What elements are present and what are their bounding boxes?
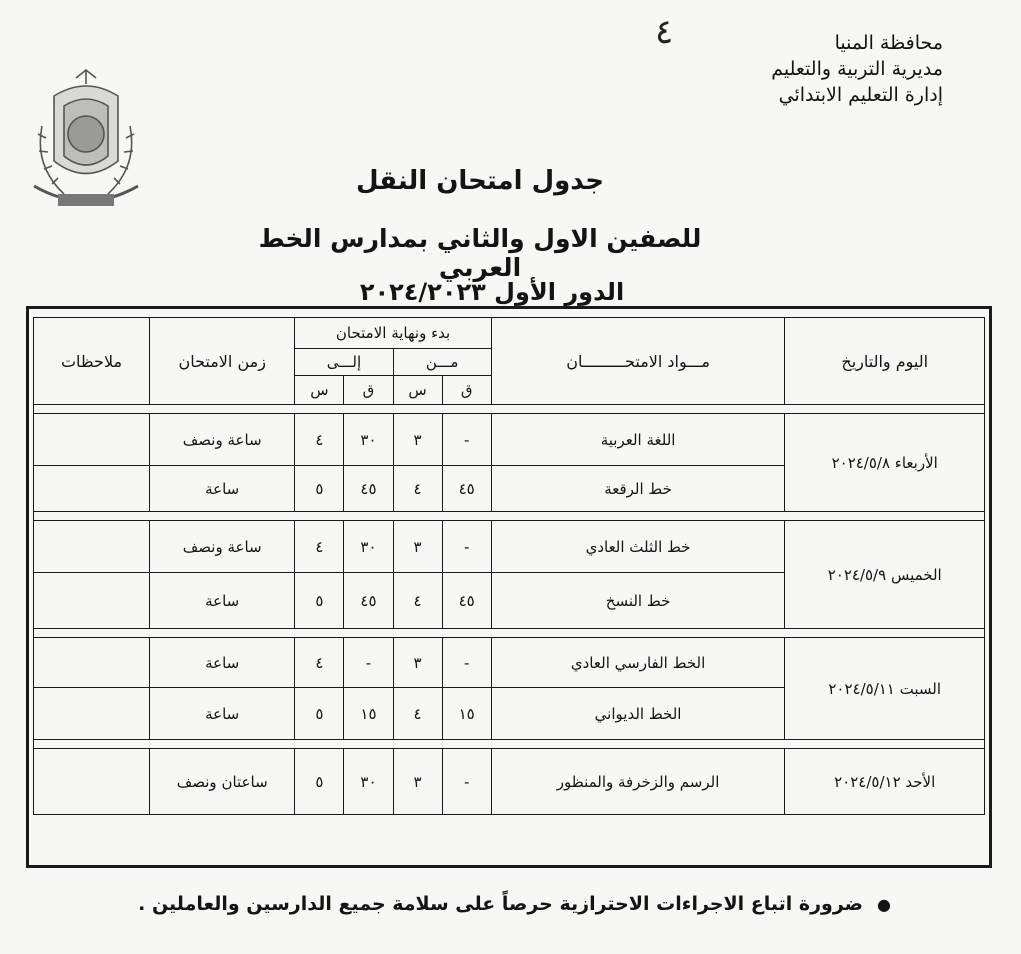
subject-cell: الخط الفارسي العادي xyxy=(491,638,785,688)
from-hour-cell: ٤ xyxy=(393,688,442,740)
notes-cell xyxy=(34,414,150,466)
from-hour-cell: ٣ xyxy=(393,638,442,688)
subject-cell: خط الثلث العادي xyxy=(491,521,785,573)
from-minute-cell: - xyxy=(442,749,491,815)
separator-cell xyxy=(34,405,985,414)
to-hour-cell: ٥ xyxy=(295,688,344,740)
academic-year: ٢٠٢٤/٢٠٢٣ xyxy=(359,278,486,306)
day-date-cell: الخميس ٢٠٢٤/٥/٩ xyxy=(785,521,985,629)
to-minute-cell: ١٥ xyxy=(344,688,393,740)
exam-schedule-body xyxy=(34,405,985,815)
from-hour-cell: ٣ xyxy=(393,521,442,573)
table-row xyxy=(34,414,985,466)
duration-cell: ساعة xyxy=(150,573,295,629)
footnote-text: ضرورة اتباع الاجراءات الاحترازية حرصاً على سلامة جميع الدارسين والعاملين . xyxy=(138,893,864,915)
duration-cell: ساعة xyxy=(150,638,295,688)
duration-cell: ساعة ونصف xyxy=(150,414,295,466)
table-row xyxy=(34,638,985,688)
separator-cell xyxy=(34,512,985,521)
subject-cell: الرسم والزخرفة والمنظور xyxy=(491,749,785,815)
subject-cell: خط النسخ xyxy=(491,573,785,629)
header-subjects: مـــواد الامتحـــــــــان xyxy=(491,318,785,405)
to-hour-cell: ٤ xyxy=(295,638,344,688)
day-separator xyxy=(34,740,985,749)
exam-round xyxy=(310,278,650,306)
governorate-emblem-icon xyxy=(24,66,148,216)
separator-cell xyxy=(34,629,985,638)
header-day-date: اليوم والتاريخ xyxy=(785,318,985,405)
governorate-line: محافظة المنيا xyxy=(834,32,943,54)
header-from-hour: س xyxy=(393,376,442,405)
notes-cell xyxy=(34,749,150,815)
notes-cell xyxy=(34,466,150,512)
subject-cell: خط الرقعة xyxy=(491,466,785,512)
from-minute-cell: ٤٥ xyxy=(442,573,491,629)
from-minute-cell: - xyxy=(442,521,491,573)
handwritten-page-mark: ٤ xyxy=(655,12,674,52)
header-from-minute: ق xyxy=(442,376,491,405)
to-minute-cell: ٤٥ xyxy=(344,573,393,629)
day-date-cell: الأربعاء ٢٠٢٤/٥/٨ xyxy=(785,414,985,512)
from-hour-cell: ٣ xyxy=(393,749,442,815)
to-minute-cell: ٣٠ xyxy=(344,414,393,466)
round-label: الدور الأول xyxy=(494,278,625,306)
document-subtitle: للصفين الاول والثاني بمدارس الخط العربي xyxy=(258,224,702,282)
to-hour-cell: ٤ xyxy=(295,521,344,573)
issuer-header xyxy=(613,30,943,108)
to-minute-cell: ٤٥ xyxy=(344,466,393,512)
bullet-icon: ● xyxy=(877,895,891,914)
header-to-hour: س xyxy=(295,376,344,405)
day-separator xyxy=(34,405,985,414)
separator-cell xyxy=(34,740,985,749)
duration-cell: ساعة ونصف xyxy=(150,521,295,573)
header-to: إلـــى xyxy=(295,349,393,376)
to-hour-cell: ٤ xyxy=(295,414,344,466)
from-minute-cell: ١٥ xyxy=(442,688,491,740)
to-hour-cell: ٥ xyxy=(295,749,344,815)
from-hour-cell: ٤ xyxy=(393,466,442,512)
table-row xyxy=(34,749,985,815)
to-minute-cell: ٣٠ xyxy=(344,521,393,573)
exam-schedule-table xyxy=(33,317,985,815)
duration-cell: ساعتان ونصف xyxy=(150,749,295,815)
from-minute-cell: - xyxy=(442,638,491,688)
administration-line: إدارة التعليم الابتدائي xyxy=(778,84,943,106)
duration-cell: ساعة xyxy=(150,688,295,740)
table-row xyxy=(34,521,985,573)
schedule-table-frame xyxy=(26,306,992,868)
notes-cell xyxy=(34,573,150,629)
header-to-minute: ق xyxy=(344,376,393,405)
from-hour-cell: ٣ xyxy=(393,414,442,466)
to-hour-cell: ٥ xyxy=(295,573,344,629)
notes-cell xyxy=(34,521,150,573)
day-separator xyxy=(34,512,985,521)
subject-cell: اللغة العربية xyxy=(491,414,785,466)
to-minute-cell: - xyxy=(344,638,393,688)
to-minute-cell: ٣٠ xyxy=(344,749,393,815)
day-date-cell: الأحد ٢٠٢٤/٥/١٢ xyxy=(785,749,985,815)
header-notes: ملاحظات xyxy=(34,318,150,405)
day-date-cell: السبت ٢٠٢٤/٥/١١ xyxy=(785,638,985,740)
day-separator xyxy=(34,629,985,638)
from-minute-cell: - xyxy=(442,414,491,466)
header-duration: زمن الامتحان xyxy=(150,318,295,405)
from-hour-cell: ٤ xyxy=(393,573,442,629)
footnote xyxy=(111,888,891,921)
directorate-line: مديرية التربية والتعليم xyxy=(771,58,943,80)
notes-cell xyxy=(34,638,150,688)
to-hour-cell: ٥ xyxy=(295,466,344,512)
header-from: مـــن xyxy=(393,349,491,376)
notes-cell xyxy=(34,688,150,740)
document-title: جدول امتحان النقل xyxy=(355,166,605,196)
duration-cell: ساعة xyxy=(150,466,295,512)
header-time-range: بدء ونهاية الامتحان xyxy=(295,318,491,349)
from-minute-cell: ٤٥ xyxy=(442,466,491,512)
subject-cell: الخط الديواني xyxy=(491,688,785,740)
